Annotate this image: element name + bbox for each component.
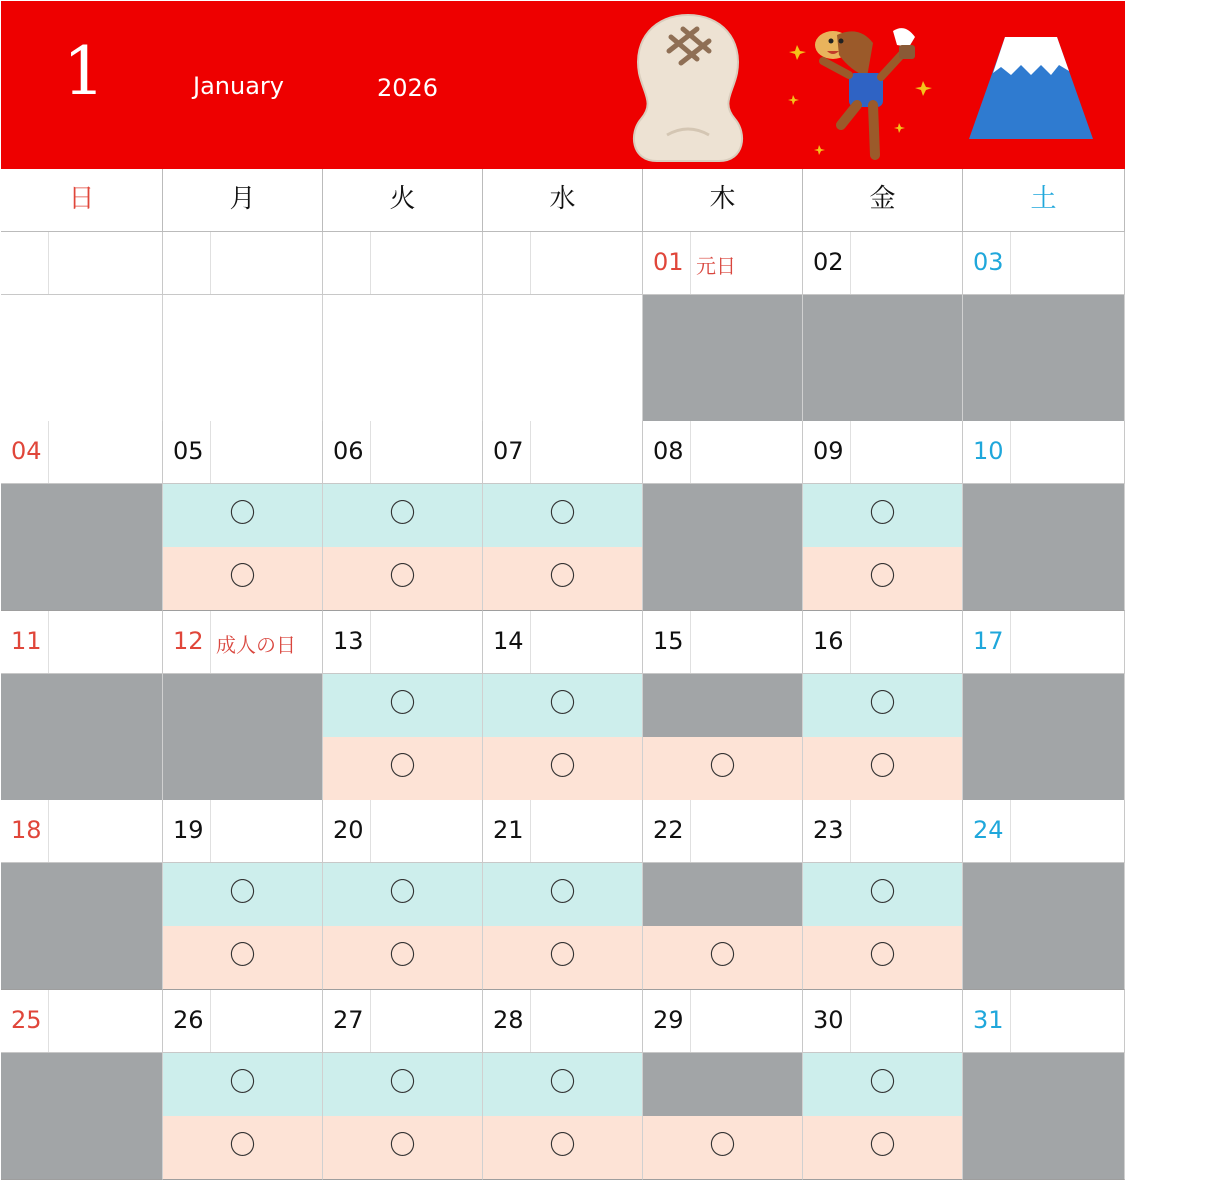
day-number: 24 [963,800,1011,862]
am-slot [963,863,1125,927]
day-number: 28 [483,990,531,1052]
am-slot[interactable] [483,484,643,548]
pm-slot[interactable] [163,1116,323,1180]
available-mark: 〇 [229,878,256,908]
am-slot[interactable] [323,484,483,548]
available-mark: 〇 [869,689,896,719]
day-cell [963,800,1125,863]
day-cell [643,421,803,484]
am-slot[interactable] [803,674,963,738]
available-mark: 〇 [709,941,736,971]
day-number: 31 [963,990,1011,1052]
day-cell [323,800,483,863]
am-slot[interactable] [323,1053,483,1117]
available-mark: 〇 [549,752,576,782]
day-cell [1,611,163,674]
available-mark: 〇 [709,752,736,782]
day-cell [803,800,963,863]
available-mark: 〇 [229,1131,256,1161]
day-cell [1,232,163,295]
pm-slot[interactable] [483,1116,643,1180]
am-slot[interactable] [483,1053,643,1117]
pm-slot[interactable] [323,926,483,990]
pm-slot [963,358,1125,422]
available-mark: 〇 [549,1131,576,1161]
day-number: 11 [1,611,49,673]
pm-slot[interactable] [483,737,643,801]
available-mark: 〇 [389,499,416,529]
day-cell [483,232,643,295]
day-cell [323,611,483,674]
holiday-label: 元日 [696,254,736,278]
day-number [163,232,211,294]
available-mark: 〇 [549,689,576,719]
day-cell [163,421,323,484]
day-number: 08 [643,421,691,483]
available-mark: 〇 [549,878,576,908]
day-cell [1,421,163,484]
month-number: 1 [63,33,105,110]
day-number: 18 [1,800,49,862]
am-slot[interactable] [163,863,323,927]
am-slot [163,295,323,359]
day-cell [803,990,963,1053]
pm-slot [163,737,323,801]
day-number: 30 [803,990,851,1052]
day-number: 13 [323,611,371,673]
pm-slot [1,547,163,611]
day-number: 09 [803,421,851,483]
pm-slot[interactable] [803,737,963,801]
available-mark: 〇 [869,1131,896,1161]
available-mark: 〇 [869,752,896,782]
day-number [483,232,531,294]
am-slot [1,1053,163,1117]
pm-slot [963,926,1125,990]
weekday-header-5: 金 [803,169,963,232]
day-number [323,232,371,294]
am-slot[interactable] [323,863,483,927]
available-mark: 〇 [709,1131,736,1161]
pm-slot [963,547,1125,611]
day-number: 14 [483,611,531,673]
pm-slot [803,358,963,422]
available-mark: 〇 [869,499,896,529]
pm-slot[interactable] [483,926,643,990]
day-number: 27 [323,990,371,1052]
day-number: 20 [323,800,371,862]
pm-slot[interactable] [323,547,483,611]
weekday-header-6: 土 [963,169,1125,232]
day-cell [483,421,643,484]
day-cell [323,232,483,295]
day-cell [803,611,963,674]
available-mark: 〇 [389,1131,416,1161]
day-number: 22 [643,800,691,862]
pm-slot[interactable] [483,547,643,611]
available-mark: 〇 [549,941,576,971]
am-slot [323,295,483,359]
available-mark: 〇 [389,562,416,592]
weekday-header-2: 火 [323,169,483,232]
available-mark: 〇 [549,562,576,592]
am-slot [163,674,323,738]
day-number: 21 [483,800,531,862]
am-slot [643,295,803,359]
holiday-label: 成人の日 [216,633,296,657]
day-cell [163,611,323,674]
pm-slot[interactable] [803,547,963,611]
daruma-icon [623,11,753,163]
day-number: 25 [1,990,49,1052]
day-cell [163,990,323,1053]
am-slot [1,863,163,927]
day-number: 10 [963,421,1011,483]
month-name: January [193,72,284,100]
pm-slot [483,358,643,422]
am-slot [643,863,803,927]
pm-slot[interactable] [163,547,323,611]
day-cell [803,421,963,484]
available-mark: 〇 [229,499,256,529]
pm-slot[interactable] [643,926,803,990]
available-mark: 〇 [229,1068,256,1098]
am-slot[interactable] [803,1053,963,1117]
am-slot[interactable] [483,863,643,927]
am-slot [963,484,1125,548]
day-cell [323,990,483,1053]
pm-slot[interactable] [323,1116,483,1180]
pm-slot [963,737,1125,801]
available-mark: 〇 [229,562,256,592]
am-slot [803,295,963,359]
day-cell [163,232,323,295]
day-cell [963,611,1125,674]
pm-slot [323,358,483,422]
available-mark: 〇 [389,752,416,782]
day-number: 01 [643,232,691,294]
available-mark: 〇 [869,562,896,592]
am-slot[interactable] [163,1053,323,1117]
day-cell [643,611,803,674]
available-mark: 〇 [389,1068,416,1098]
am-slot [1,484,163,548]
pm-slot [1,926,163,990]
day-number: 12 [163,611,211,673]
pm-slot [643,358,803,422]
day-cell [483,990,643,1053]
day-number: 29 [643,990,691,1052]
am-slot[interactable] [483,674,643,738]
pm-slot[interactable] [323,737,483,801]
pm-slot [643,547,803,611]
day-number [1,232,49,294]
horse-dancing-icon [787,25,937,169]
pm-slot[interactable] [803,1116,963,1180]
am-slot [963,295,1125,359]
day-cell [643,232,803,295]
available-mark: 〇 [869,941,896,971]
day-number: 23 [803,800,851,862]
available-mark: 〇 [549,499,576,529]
am-slot [1,295,163,359]
weekday-header-0: 日 [1,169,163,232]
day-cell [643,800,803,863]
available-mark: 〇 [869,878,896,908]
day-cell [963,990,1125,1053]
day-cell [803,232,963,295]
day-number: 06 [323,421,371,483]
am-slot [643,484,803,548]
day-cell [483,800,643,863]
available-mark: 〇 [389,689,416,719]
available-mark: 〇 [389,941,416,971]
am-slot [643,674,803,738]
pm-slot [963,1116,1125,1180]
am-slot[interactable] [323,674,483,738]
am-slot[interactable] [163,484,323,548]
weekday-header-3: 水 [483,169,643,232]
pm-slot[interactable] [803,926,963,990]
day-cell [163,800,323,863]
pm-slot[interactable] [643,1116,803,1180]
day-cell [1,990,163,1053]
day-number: 07 [483,421,531,483]
available-mark: 〇 [229,941,256,971]
day-number: 03 [963,232,1011,294]
day-number: 02 [803,232,851,294]
day-number: 17 [963,611,1011,673]
weekday-header-1: 月 [163,169,323,232]
day-number: 05 [163,421,211,483]
pm-slot [1,737,163,801]
pm-slot [163,358,323,422]
day-cell [1,800,163,863]
available-mark: 〇 [549,1068,576,1098]
day-cell [963,421,1125,484]
pm-slot [1,358,163,422]
pm-slot[interactable] [163,926,323,990]
year: 2026 [377,74,439,102]
calendar-header [1,1,1125,169]
day-number: 19 [163,800,211,862]
day-number: 04 [1,421,49,483]
am-slot[interactable] [803,484,963,548]
am-slot [483,295,643,359]
day-cell [483,611,643,674]
day-number: 26 [163,990,211,1052]
day-cell [963,232,1125,295]
pm-slot [1,1116,163,1180]
day-number: 16 [803,611,851,673]
day-cell [643,990,803,1053]
am-slot [963,1053,1125,1117]
available-mark: 〇 [869,1068,896,1098]
mount-fuji-icon [967,31,1095,141]
pm-slot[interactable] [643,737,803,801]
day-cell [323,421,483,484]
am-slot [963,674,1125,738]
day-number: 15 [643,611,691,673]
available-mark: 〇 [389,878,416,908]
am-slot[interactable] [803,863,963,927]
am-slot [643,1053,803,1117]
am-slot [1,674,163,738]
weekday-header-4: 木 [643,169,803,232]
